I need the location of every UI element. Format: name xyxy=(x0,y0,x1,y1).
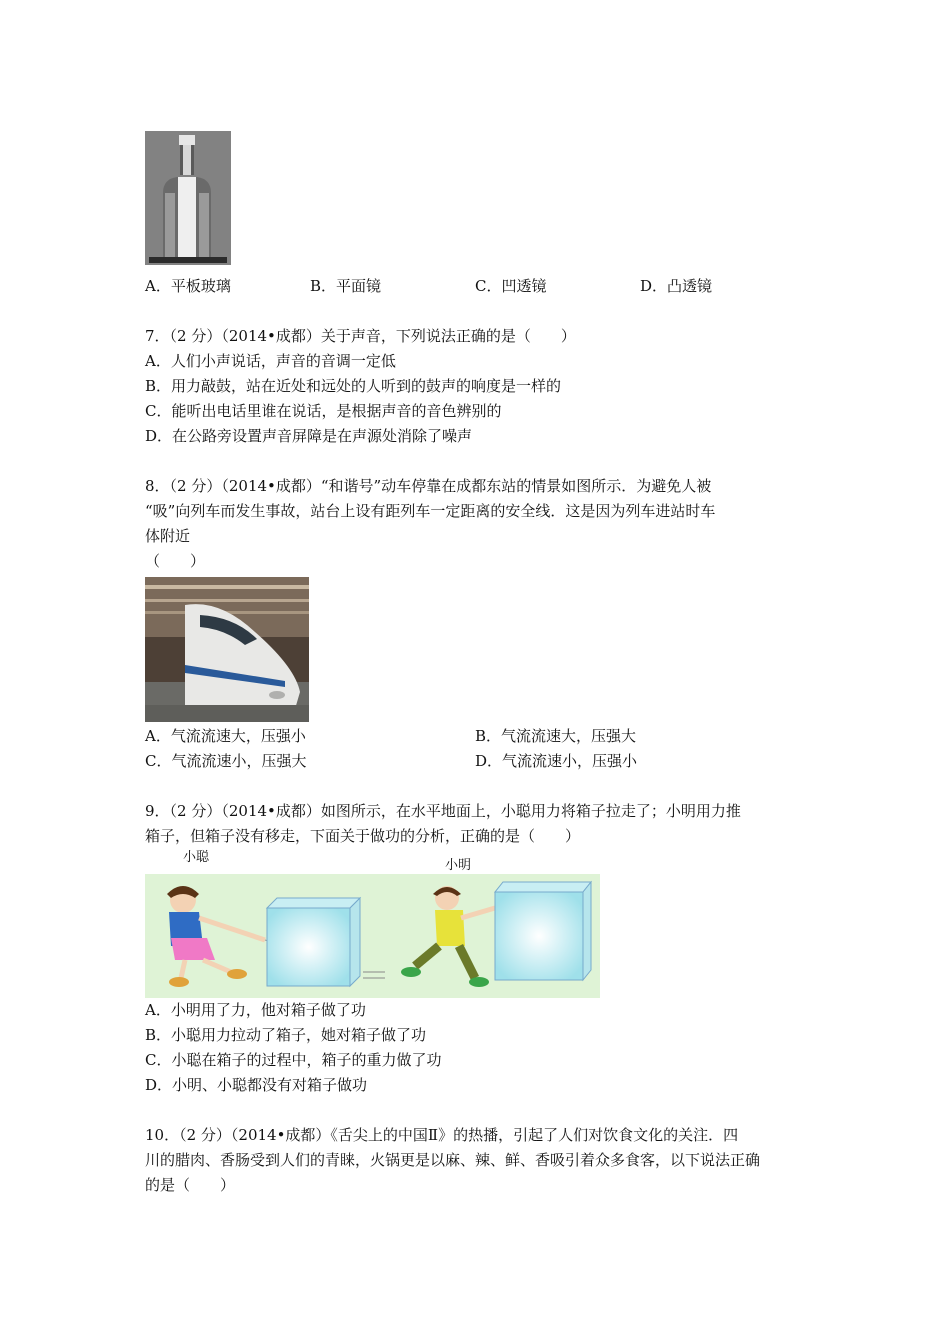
q6-option-a: A．平板玻璃 xyxy=(145,277,231,295)
q8-option-b: B．气流流速大，压强大 xyxy=(475,727,637,745)
q8-answer-bracket: （ ） xyxy=(145,552,206,570)
q9-figure xyxy=(145,848,600,998)
q7-option-d: D．在公路旁设置声音屏障是在声源处消除了噪声 xyxy=(145,427,473,445)
q9-option-b: B．小聪用力拉动了箱子，她对箱子做了功 xyxy=(145,1026,427,1044)
q8-option-d: D．气流流速小，压强小 xyxy=(475,752,638,770)
q8-stem-line-3: 体附近 xyxy=(145,527,191,545)
q10-stem-line-2: 川的腊肉、香肠受到人们的青睐，火锅更是以麻、辣、鲜、香吸引着众多食客，以下说法正确 xyxy=(145,1151,761,1169)
q6-option-d: D．凸透镜 xyxy=(640,277,713,295)
q7-option-c: C．能听出电话里谁在说话，是根据声音的音色辨别的 xyxy=(145,402,502,420)
q6-figure-bottle xyxy=(145,131,231,265)
figure-label-xiaoming: 小明 xyxy=(445,858,472,873)
q8-option-a: A．气流流速大，压强小 xyxy=(145,727,306,745)
q8-figure-train xyxy=(145,577,309,722)
right-box xyxy=(495,882,591,980)
q9-stem-line-2: 箱子，但箱子没有移走，下面关于做功的分析，正确的是（ ） xyxy=(145,827,581,845)
q9-option-c: C．小聪在箱子的过程中，箱子的重力做了功 xyxy=(145,1051,442,1069)
q6-option-c: C．凹透镜 xyxy=(475,277,547,295)
q9-option-d: D．小明、小聪都没有对箱子做功 xyxy=(145,1076,368,1094)
figure-label-xiaocong: 小聪 xyxy=(183,850,210,865)
q8-stem-line-2: “吸”向列车而发生事故，站台上设有距列车一定距离的安全线．这是因为列车进站时车 xyxy=(145,502,716,520)
q9-option-a: A．小明用了力，他对箱子做了功 xyxy=(145,1001,366,1019)
q10-stem-line-3: 的是（ ） xyxy=(145,1176,236,1194)
q7-option-a: A．人们小声说话，声音的音调一定低 xyxy=(145,352,396,370)
q9-stem-line-1: 9．（2 分）（2014•成都）如图所示，在水平地面上，小聪用力将箱子拉走了；小明用力推 xyxy=(145,802,741,820)
left-box xyxy=(267,898,360,986)
q7-option-b: B．用力敲鼓，站在近处和远处的人听到的鼓声的响度是一样的 xyxy=(145,377,562,395)
q8-stem-line-1: 8．（2 分）（2014•成都）“和谐号”动车停靠在成都东站的情景如图所示．为避免人被 xyxy=(145,477,712,495)
q6-option-b: B．平面镜 xyxy=(310,277,382,295)
q7-stem: 7．（2 分）（2014•成都）关于声音，下列说法正确的是（ ） xyxy=(145,327,576,345)
q10-stem-line-1: 10．（2 分）（2014•成都）《舌尖上的中国Ⅱ》的热播，引起了人们对饮食文化的关注．四 xyxy=(145,1126,739,1144)
q8-option-c: C．气流流速小，压强大 xyxy=(145,752,307,770)
